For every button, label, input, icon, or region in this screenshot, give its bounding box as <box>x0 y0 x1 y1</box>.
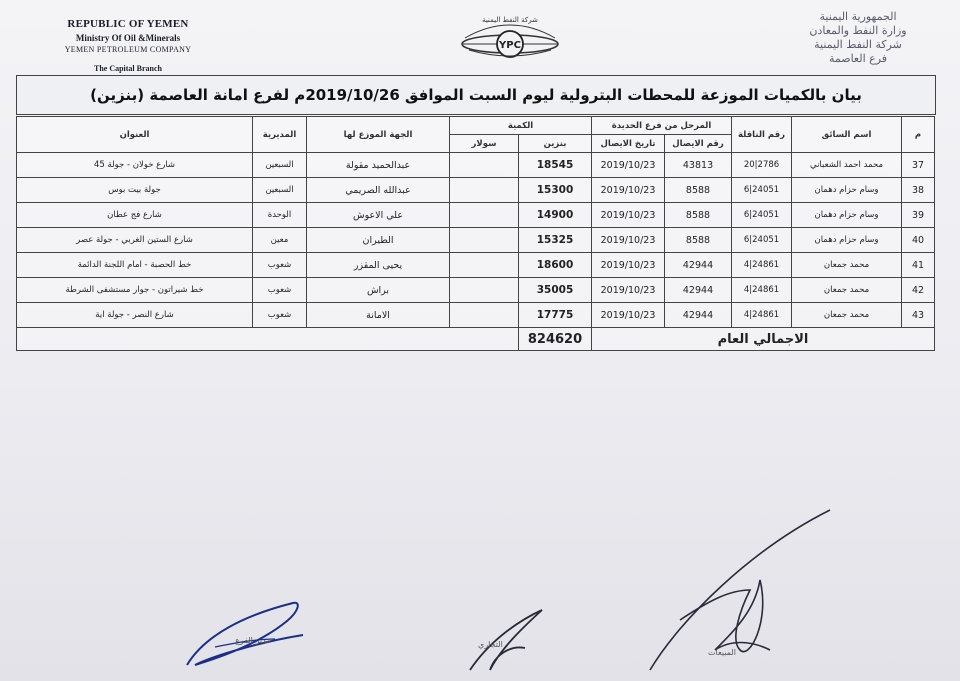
cell-receipt-no: 43813 <box>665 153 732 178</box>
cell-address: شارع خولان - جولة 45 <box>17 153 253 178</box>
table-row <box>17 178 935 203</box>
cell-tanker: 20|2786 <box>732 153 792 178</box>
table-row <box>17 303 935 328</box>
letterhead-en-line-3: YEMEN PETROLEUM COMPANY <box>64 45 192 54</box>
cell-index: 38 <box>902 178 935 203</box>
header-receipt-date: تاريخ الايصال <box>592 135 665 153</box>
letterhead-english <box>38 18 218 73</box>
cell-address: جولة بيت بوس <box>17 178 253 203</box>
cell-recipient: علي الاعوش <box>307 203 450 228</box>
cell-receipt-date: 2019/10/23 <box>592 153 665 178</box>
cell-tanker: 4|24861 <box>732 303 792 328</box>
branch-manager-signature-icon <box>175 595 315 675</box>
letterhead-arabic <box>788 10 928 66</box>
cell-driver: وسام حزام دهمان <box>792 203 902 228</box>
header-diesel: سولار <box>450 135 519 153</box>
cell-diesel <box>450 178 519 203</box>
table-header-row-1 <box>17 117 935 135</box>
cell-recipient: يحيى المقزر <box>307 253 450 278</box>
cell-petrol: 15300 <box>519 178 592 203</box>
distribution-table <box>16 116 935 351</box>
cell-tanker: 6|24051 <box>732 228 792 253</box>
cell-diesel <box>450 153 519 178</box>
cell-index: 41 <box>902 253 935 278</box>
header-index: م <box>902 117 935 153</box>
header-transfer-group: المرحل من فرع الحديدة <box>592 117 732 135</box>
letterhead-en-line-4: The Capital Branch <box>93 64 162 73</box>
cell-petrol: 18545 <box>519 153 592 178</box>
cell-recipient: الامانة <box>307 303 450 328</box>
logo-arc-text: شركة النفط اليمنية <box>482 16 538 24</box>
cell-diesel <box>450 303 519 328</box>
total-label: الاجمالي العام <box>592 328 935 351</box>
header-receipt-no: رقم الايصال <box>665 135 732 153</box>
cell-district: شعوب <box>253 303 307 328</box>
cell-petrol: 35005 <box>519 278 592 303</box>
cell-tanker: 6|24051 <box>732 203 792 228</box>
cell-receipt-no: 42944 <box>665 303 732 328</box>
cell-receipt-date: 2019/10/23 <box>592 178 665 203</box>
table-row <box>17 153 935 178</box>
cell-address: خط الحصبة - امام اللجنة الدائمة <box>17 253 253 278</box>
header-driver: اسم السائق <box>792 117 902 153</box>
letterhead-ar-line-4: فرع العاصمة <box>828 52 888 65</box>
cell-district: السبعين <box>253 153 307 178</box>
cell-receipt-no: 42944 <box>665 278 732 303</box>
letterhead-en-line-1: REPUBLIC OF YEMEN <box>67 18 189 30</box>
cell-index: 42 <box>902 278 935 303</box>
cell-tanker: 6|24051 <box>732 178 792 203</box>
commercial-label: التجاري <box>478 640 503 649</box>
cell-driver: وسام حزام دهمان <box>792 228 902 253</box>
cell-driver: محمد جمعان <box>792 253 902 278</box>
letterhead-ar-line-2: وزارة النفط والمعادن <box>809 24 907 37</box>
cell-recipient: الطيران <box>307 228 450 253</box>
cell-petrol: 17775 <box>519 303 592 328</box>
cell-district: شعوب <box>253 253 307 278</box>
branch-manager-label: مدير الفرع <box>235 636 271 645</box>
cell-recipient: عبدالله الصريمي <box>307 178 450 203</box>
cell-tanker: 4|24861 <box>732 278 792 303</box>
header-address: العنوان <box>17 117 253 153</box>
letterhead-en-line-2: Ministry Of Oil &Minerals <box>75 33 181 43</box>
table-row <box>17 253 935 278</box>
total-row <box>17 328 935 351</box>
sales-label: المبيعات <box>708 648 736 657</box>
cell-receipt-no: 8588 <box>665 203 732 228</box>
header-petrol: بنزين <box>519 135 592 153</box>
cell-district: السبعين <box>253 178 307 203</box>
table-row <box>17 278 935 303</box>
cell-diesel <box>450 228 519 253</box>
total-value: 824620 <box>519 328 592 351</box>
cell-tanker: 4|24861 <box>732 253 792 278</box>
cell-petrol: 15325 <box>519 228 592 253</box>
ypc-logo-icon <box>455 10 565 66</box>
cell-diesel <box>450 253 519 278</box>
document-title: بيان بالكميات الموزعة للمحطات البترولية ليوم السبت الموافق 2019/10/26م لفرع امانة العاصمة (بنزين) <box>16 75 936 115</box>
cell-district: الوحدة <box>253 203 307 228</box>
table-row <box>17 228 935 253</box>
header-recipient: الجهة الموزع لها <box>307 117 450 153</box>
cell-district: شعوب <box>253 278 307 303</box>
header-quantity-group: الكمية <box>450 117 592 135</box>
cell-address: شارع فج عطان <box>17 203 253 228</box>
table-row <box>17 203 935 228</box>
cell-index: 43 <box>902 303 935 328</box>
cell-index: 40 <box>902 228 935 253</box>
total-blank-cell <box>17 328 519 351</box>
cell-index: 39 <box>902 203 935 228</box>
cell-address: شارع الستين الغربي - جولة عصر <box>17 228 253 253</box>
cell-receipt-no: 8588 <box>665 228 732 253</box>
cell-address: شارع النصر - جولة اية <box>17 303 253 328</box>
cell-receipt-date: 2019/10/23 <box>592 278 665 303</box>
cell-diesel <box>450 278 519 303</box>
cell-receipt-date: 2019/10/23 <box>592 253 665 278</box>
cell-driver: محمد احمد الشعباني <box>792 153 902 178</box>
cell-receipt-date: 2019/10/23 <box>592 203 665 228</box>
letterhead-ar-line-3: شركة النفط اليمنية <box>814 38 902 51</box>
cell-receipt-no: 8588 <box>665 178 732 203</box>
cell-recipient: عبدالحميد مقولة <box>307 153 450 178</box>
cell-diesel <box>450 203 519 228</box>
header-district: المديرية <box>253 117 307 153</box>
cell-address: خط شيراتون - جوار مستشفى الشرطة <box>17 278 253 303</box>
cell-receipt-date: 2019/10/23 <box>592 303 665 328</box>
header-tanker: رقم الناقلة <box>732 117 792 153</box>
letterhead-ar-line-1: الجمهورية اليمنية <box>819 10 897 23</box>
sales-signature-icon <box>640 500 840 680</box>
cell-driver: محمد جمعان <box>792 303 902 328</box>
cell-district: معين <box>253 228 307 253</box>
cell-receipt-date: 2019/10/23 <box>592 228 665 253</box>
cell-driver: وسام حزام دهمان <box>792 178 902 203</box>
cell-driver: محمد جمعان <box>792 278 902 303</box>
cell-recipient: براش <box>307 278 450 303</box>
cell-petrol: 14900 <box>519 203 592 228</box>
cell-petrol: 18600 <box>519 253 592 278</box>
cell-receipt-no: 42944 <box>665 253 732 278</box>
logo-text: YPC <box>499 40 521 51</box>
cell-index: 37 <box>902 153 935 178</box>
